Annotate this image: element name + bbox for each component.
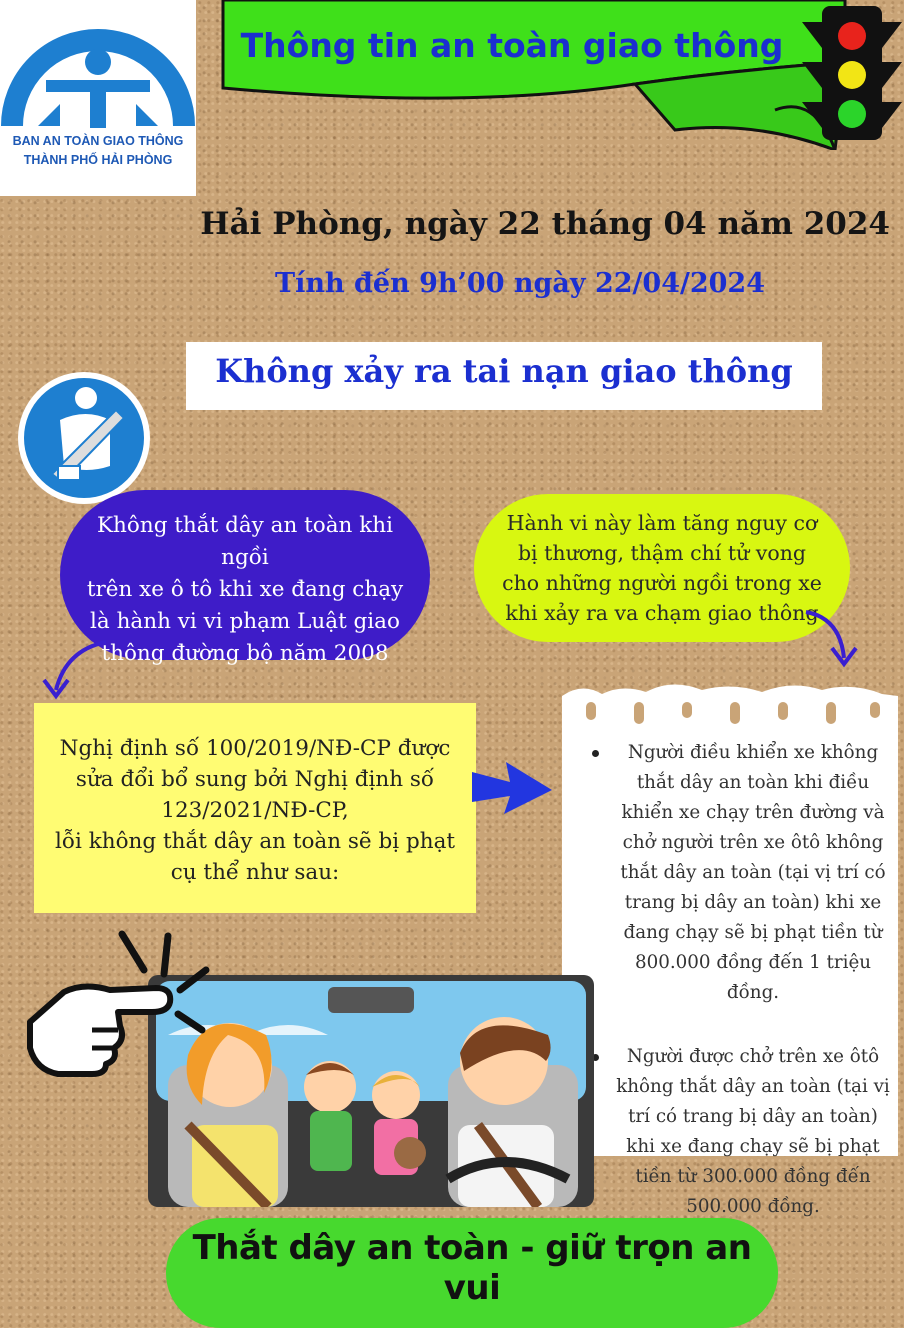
fine-list xyxy=(594,738,890,1256)
risk-line: Hành vi này làm tăng nguy cơ xyxy=(506,511,818,535)
violation-text xyxy=(72,510,418,670)
logo-line-2: THÀNH PHỐ HẢI PHÒNG xyxy=(23,153,173,167)
risk-line: cho những người ngồi trong xe xyxy=(502,571,822,595)
decree-line: cụ thể như sau: xyxy=(170,860,340,885)
road-safety-logo-icon xyxy=(0,8,196,138)
traffic-light-icon xyxy=(800,0,904,150)
risk-line: bị thương, thậm chí tử vong xyxy=(517,541,807,565)
seatbelt-sign-icon xyxy=(12,370,158,510)
violation-line: Không thắt dây an toàn khi ngồi xyxy=(97,513,393,570)
fine-item xyxy=(594,738,890,1008)
right-arrow-icon xyxy=(470,760,554,816)
time-line: Tính đến 9h’00 ngày 22/04/2024 xyxy=(275,268,765,299)
date-line: Hải Phòng, ngày 22 tháng 04 năm 2024 xyxy=(200,206,890,242)
logo xyxy=(0,0,196,196)
fine-item-text: Người điều khiển xe không thắt dây an toàn khi điều khiển xe chạy trên đường và chở người trên xe ôtô không thắt dây an toàn (tại vị trí có trang bị dây an toàn) khi xe đang chạy sẽ bị phạt tiền từ 800.000 đồng đến 1 triệu đồng. xyxy=(620,742,886,1003)
down-arrow-icon xyxy=(796,606,866,672)
decree-line: 123/2021/NĐ-CP, xyxy=(161,798,349,823)
decree-line: sửa đổi bổ sung bởi Nghị định số xyxy=(75,767,435,792)
logo-line-1: BAN AN TOÀN GIAO THÔNG xyxy=(12,134,184,148)
bullet-icon xyxy=(592,750,599,757)
slogan: Thắt dây an toàn - giữ trọn an vui xyxy=(192,1228,752,1308)
headline: Không xảy ra tai nạn giao thông xyxy=(215,352,793,390)
violation-line: trên xe ô tô khi xe đang chạy xyxy=(86,577,404,602)
risk-line: khi xảy ra va chạm giao thông xyxy=(505,601,819,625)
pointing-hand-icon xyxy=(22,930,218,1080)
risk-text xyxy=(486,508,838,628)
banner-title: Thông tin an toàn giao thông xyxy=(240,26,784,65)
title-ribbon xyxy=(215,0,855,150)
decree-text xyxy=(42,733,468,888)
violation-line: thông đường bộ năm 2008 xyxy=(101,641,389,666)
decree-line: Nghị định số 100/2019/NĐ-CP được xyxy=(59,736,451,761)
down-arrow-icon xyxy=(36,636,116,706)
fine-item xyxy=(594,1042,890,1222)
fine-item-text: Người được chở trên xe ôtô không thắt dây an toàn (tại vị trí có trang bị dây an toàn) khi xe đang chạy sẽ bị phạt tiền từ 300.000 đồng đến 500.000 đồng. xyxy=(616,1046,890,1217)
decree-line: lỗi không thắt dây an toàn sẽ bị phạt xyxy=(54,829,456,854)
violation-line: là hành vi vi phạm Luật giao xyxy=(90,609,400,634)
